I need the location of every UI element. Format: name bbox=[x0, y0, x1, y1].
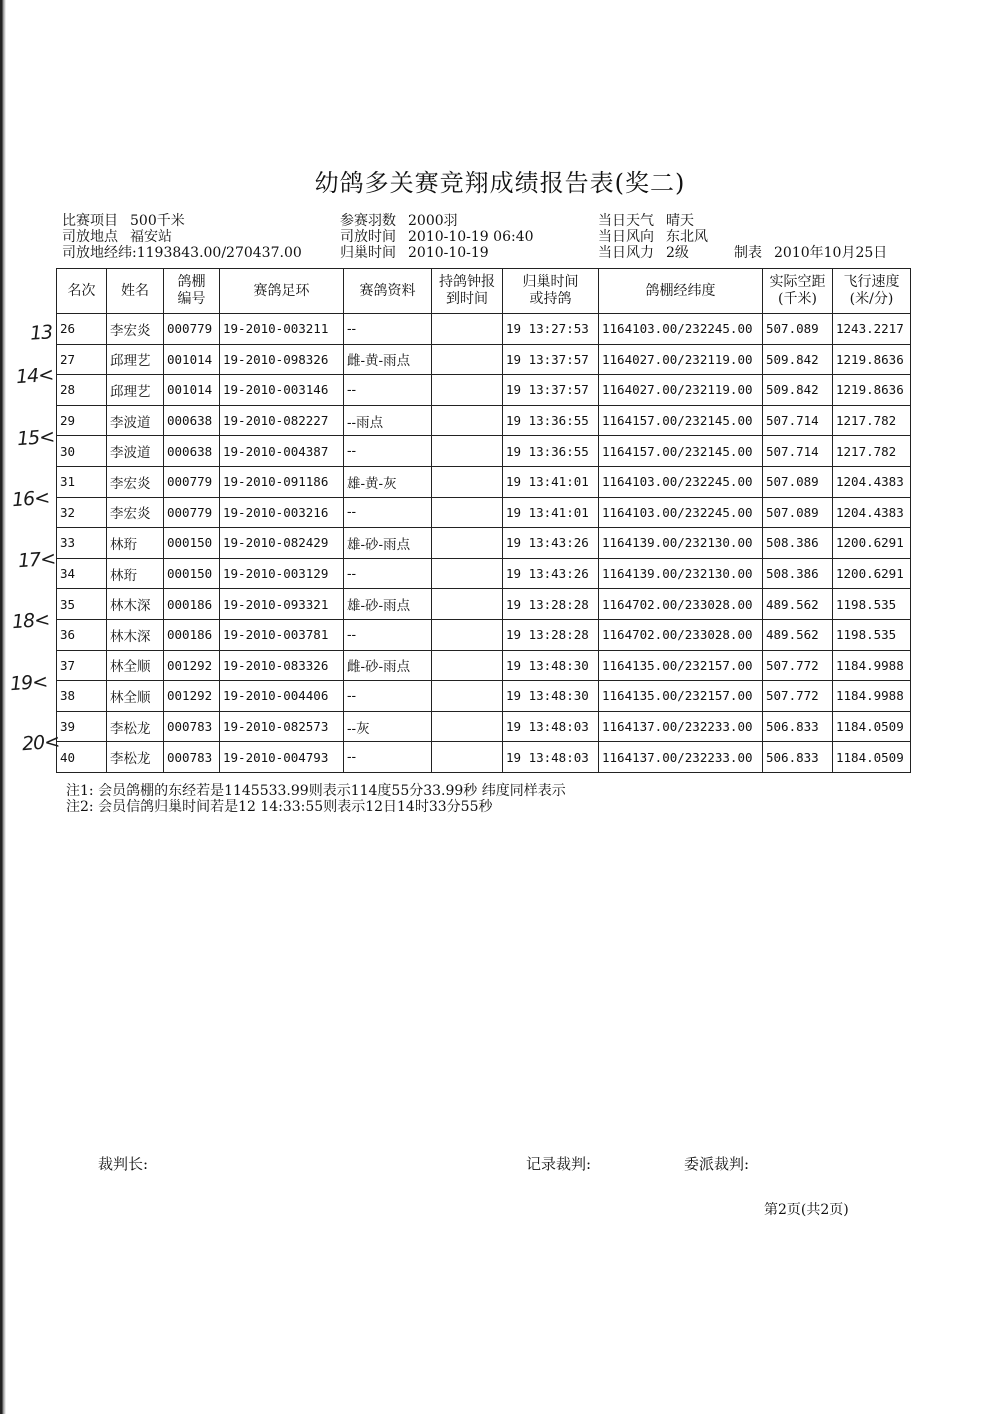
cell-loft: 000779 bbox=[164, 466, 220, 497]
meta-release-time bbox=[340, 229, 534, 245]
cell-clock bbox=[432, 711, 503, 742]
cell-info: -- bbox=[344, 497, 432, 528]
cell-speed: 1184.9988 bbox=[833, 650, 911, 681]
cell-coord: 1164135.00/232157.00 bbox=[599, 650, 763, 681]
cell-loft: 000783 bbox=[164, 742, 220, 773]
cell-arrival: 19 13:28:28 bbox=[503, 619, 599, 650]
cell-coord: 1164027.00/232119.00 bbox=[599, 375, 763, 406]
handwritten-mark-number: 15 bbox=[16, 426, 40, 451]
cell-arrival: 19 13:48:30 bbox=[503, 681, 599, 712]
results-table bbox=[56, 268, 911, 773]
header-loft bbox=[164, 269, 220, 314]
cell-info: -- bbox=[344, 681, 432, 712]
cell-arrival: 19 13:43:26 bbox=[503, 528, 599, 559]
cell-speed: 1219.8636 bbox=[833, 344, 911, 375]
cell-clock bbox=[432, 681, 503, 712]
cell-coord: 1164702.00/233028.00 bbox=[599, 619, 763, 650]
table-header-row bbox=[57, 269, 911, 314]
cell-info: 雌-黄-雨点 bbox=[344, 344, 432, 375]
cell-info: 雄-砂-雨点 bbox=[344, 528, 432, 559]
cell-name: 林木深 bbox=[107, 619, 164, 650]
cell-name: 李波道 bbox=[107, 405, 164, 436]
header-name: 姓名 bbox=[107, 269, 164, 314]
meta-release-coord-value: 1193843.00/270437.00 bbox=[136, 245, 302, 261]
meta-entries bbox=[340, 213, 458, 229]
signature-chief: 裁判长: bbox=[98, 1155, 149, 1173]
meta-wind-force bbox=[598, 245, 689, 261]
cell-rank: 30 bbox=[57, 436, 107, 467]
cell-loft: 000783 bbox=[164, 711, 220, 742]
cell-ring: 19-2010-082429 bbox=[220, 528, 344, 559]
cell-coord: 1164103.00/232245.00 bbox=[599, 497, 763, 528]
cell-ring: 19-2010-082573 bbox=[220, 711, 344, 742]
meta-event-label: 比赛项目 bbox=[62, 213, 118, 229]
cell-coord: 1164139.00/232130.00 bbox=[599, 528, 763, 559]
cell-arrival: 19 13:28:28 bbox=[503, 589, 599, 620]
cell-ring: 19-2010-083326 bbox=[220, 650, 344, 681]
cell-speed: 1200.6291 bbox=[833, 528, 911, 559]
cell-info: --雨点 bbox=[344, 405, 432, 436]
cell-arrival: 19 13:41:01 bbox=[503, 497, 599, 528]
table-row bbox=[57, 375, 911, 406]
cell-name: 邱理艺 bbox=[107, 375, 164, 406]
cell-rank: 27 bbox=[57, 344, 107, 375]
table-row bbox=[57, 314, 911, 345]
header-clock-text: 持鸽钟报到时间 bbox=[438, 274, 495, 307]
scan-edge bbox=[0, 0, 6, 1414]
cell-ring: 19-2010-003781 bbox=[220, 619, 344, 650]
cell-distance: 507.089 bbox=[763, 497, 833, 528]
cell-rank: 38 bbox=[57, 681, 107, 712]
report-title: 幼鸽多关赛竞翔成绩报告表(奖二) bbox=[314, 169, 686, 197]
table-row bbox=[57, 558, 911, 589]
cell-ring: 19-2010-091186 bbox=[220, 466, 344, 497]
cell-rank: 35 bbox=[57, 589, 107, 620]
notes-block bbox=[66, 783, 566, 815]
cell-clock bbox=[432, 314, 503, 345]
cell-name: 林木深 bbox=[107, 589, 164, 620]
cell-name: 李松龙 bbox=[107, 711, 164, 742]
meta-prepared bbox=[734, 245, 887, 261]
handwritten-mark: 13 bbox=[29, 321, 53, 345]
meta-release-place-value: 福安站 bbox=[130, 229, 172, 245]
header-loft-text: 鸽棚编号 bbox=[177, 274, 206, 307]
cell-arrival: 19 13:37:57 bbox=[503, 375, 599, 406]
handwritten-mark-number: 20 bbox=[21, 731, 45, 756]
cell-clock bbox=[432, 650, 503, 681]
cell-name: 李松龙 bbox=[107, 742, 164, 773]
cell-loft: 000150 bbox=[164, 528, 220, 559]
cell-rank: 34 bbox=[57, 558, 107, 589]
cell-loft: 001014 bbox=[164, 344, 220, 375]
cell-coord: 1164103.00/232245.00 bbox=[599, 466, 763, 497]
cell-ring: 19-2010-004406 bbox=[220, 681, 344, 712]
signature-delegate: 委派裁判: bbox=[684, 1155, 750, 1173]
meta-release-coord bbox=[62, 245, 302, 261]
handwritten-mark: 14< bbox=[15, 363, 54, 389]
cell-rank: 28 bbox=[57, 375, 107, 406]
cell-loft: 001292 bbox=[164, 681, 220, 712]
cell-arrival: 19 13:48:03 bbox=[503, 742, 599, 773]
cell-info: -- bbox=[344, 436, 432, 467]
cell-arrival: 19 13:43:26 bbox=[503, 558, 599, 589]
table-row bbox=[57, 497, 911, 528]
header-distance bbox=[763, 269, 833, 314]
header-arrival bbox=[503, 269, 599, 314]
cell-loft: 000186 bbox=[164, 589, 220, 620]
table-row bbox=[57, 466, 911, 497]
meta-release-coord-label: 司放地经纬: bbox=[62, 245, 137, 261]
handwritten-mark: 15< bbox=[16, 425, 55, 451]
handwritten-mark: 18< bbox=[11, 608, 50, 634]
table-row bbox=[57, 405, 911, 436]
cell-clock bbox=[432, 436, 503, 467]
cell-coord: 1164139.00/232130.00 bbox=[599, 558, 763, 589]
cell-name: 林珩 bbox=[107, 558, 164, 589]
cell-distance: 489.562 bbox=[763, 619, 833, 650]
cell-info: --灰 bbox=[344, 711, 432, 742]
meta-prepared-label: 制表 bbox=[734, 245, 762, 261]
cell-rank: 33 bbox=[57, 528, 107, 559]
header-arrival-text: 归巢时间或持鸽 bbox=[522, 274, 579, 307]
cell-rank: 40 bbox=[57, 742, 107, 773]
cell-info: 雄-砂-雨点 bbox=[344, 589, 432, 620]
handwritten-mark: 17< bbox=[17, 547, 56, 573]
table-row bbox=[57, 589, 911, 620]
meta-release-place-label: 司放地点 bbox=[62, 229, 118, 245]
cell-distance: 507.089 bbox=[763, 314, 833, 345]
cell-clock bbox=[432, 466, 503, 497]
cell-distance: 506.833 bbox=[763, 711, 833, 742]
cell-name: 林全顺 bbox=[107, 650, 164, 681]
meta-wind-dir-label: 当日风向 bbox=[598, 229, 654, 245]
cell-loft: 000638 bbox=[164, 405, 220, 436]
cell-rank: 31 bbox=[57, 466, 107, 497]
cell-speed: 1184.9988 bbox=[833, 681, 911, 712]
meta-weather bbox=[598, 213, 694, 229]
cell-distance: 507.089 bbox=[763, 466, 833, 497]
cell-clock bbox=[432, 619, 503, 650]
header-ring: 赛鸽足环 bbox=[220, 269, 344, 314]
header-clock bbox=[432, 269, 503, 314]
cell-name: 邱理艺 bbox=[107, 344, 164, 375]
cell-speed: 1219.8636 bbox=[833, 375, 911, 406]
cell-loft: 001292 bbox=[164, 650, 220, 681]
cell-speed: 1217.782 bbox=[833, 405, 911, 436]
table-row bbox=[57, 344, 911, 375]
meta-prepared-value: 2010年10月25日 bbox=[774, 245, 888, 261]
header-coord: 鸽棚经纬度 bbox=[599, 269, 763, 314]
cell-distance: 507.772 bbox=[763, 650, 833, 681]
cell-loft: 000150 bbox=[164, 558, 220, 589]
cell-loft: 000638 bbox=[164, 436, 220, 467]
cell-speed: 1184.0509 bbox=[833, 742, 911, 773]
header-speed bbox=[833, 269, 911, 314]
cell-rank: 39 bbox=[57, 711, 107, 742]
cell-distance: 507.714 bbox=[763, 405, 833, 436]
cell-coord: 1164137.00/232233.00 bbox=[599, 742, 763, 773]
cell-speed: 1198.535 bbox=[833, 619, 911, 650]
cell-ring: 19-2010-098326 bbox=[220, 344, 344, 375]
cell-info: -- bbox=[344, 742, 432, 773]
cell-arrival: 19 13:27:53 bbox=[503, 314, 599, 345]
note-1: 注1: 会员鸽棚的东经若是1145533.99则表示114度55分33.99秒 纬度同样表示 bbox=[66, 783, 566, 799]
cell-info: -- bbox=[344, 375, 432, 406]
cell-ring: 19-2010-003146 bbox=[220, 375, 344, 406]
cell-info: -- bbox=[344, 558, 432, 589]
meta-weather-label: 当日天气 bbox=[598, 213, 654, 229]
handwritten-mark-number: 16 bbox=[11, 487, 35, 512]
cell-speed: 1198.535 bbox=[833, 589, 911, 620]
cell-coord: 1164027.00/232119.00 bbox=[599, 344, 763, 375]
cell-name: 林珩 bbox=[107, 528, 164, 559]
header-distance-text: 实际空距(千米) bbox=[769, 274, 826, 307]
page-number: 第2页(共2页) bbox=[764, 1202, 849, 1218]
cell-arrival: 19 13:48:03 bbox=[503, 711, 599, 742]
cell-arrival: 19 13:36:55 bbox=[503, 436, 599, 467]
cell-speed: 1200.6291 bbox=[833, 558, 911, 589]
meta-weather-value: 晴天 bbox=[666, 213, 694, 229]
cell-rank: 26 bbox=[57, 314, 107, 345]
cell-clock bbox=[432, 405, 503, 436]
cell-ring: 19-2010-004387 bbox=[220, 436, 344, 467]
handwritten-mark: 19< bbox=[9, 670, 48, 696]
cell-coord: 1164157.00/232145.00 bbox=[599, 405, 763, 436]
cell-ring: 19-2010-003211 bbox=[220, 314, 344, 345]
handwritten-mark-number: 14 bbox=[15, 364, 39, 389]
cell-clock bbox=[432, 589, 503, 620]
cell-distance: 508.386 bbox=[763, 528, 833, 559]
meta-wind-dir bbox=[598, 229, 708, 245]
meta-release-place bbox=[62, 229, 172, 245]
cell-ring: 19-2010-082227 bbox=[220, 405, 344, 436]
meta-entries-value: 2000羽 bbox=[408, 213, 458, 229]
meta-release-time-value: 2010-10-19 06:40 bbox=[408, 229, 534, 245]
cell-speed: 1217.782 bbox=[833, 436, 911, 467]
meta-release-time-label: 司放时间 bbox=[340, 229, 396, 245]
cell-name: 李宏炎 bbox=[107, 466, 164, 497]
meta-return-time-value: 2010-10-19 bbox=[408, 245, 489, 261]
handwritten-mark-number: 17 bbox=[17, 548, 41, 573]
cell-name: 李宏炎 bbox=[107, 314, 164, 345]
handwritten-mark: 16< bbox=[11, 486, 50, 512]
cell-loft: 000779 bbox=[164, 497, 220, 528]
cell-coord: 1164702.00/233028.00 bbox=[599, 589, 763, 620]
header-rank: 名次 bbox=[57, 269, 107, 314]
cell-speed: 1204.4383 bbox=[833, 466, 911, 497]
signature-recorder: 记录裁判: bbox=[526, 1155, 592, 1173]
cell-arrival: 19 13:48:30 bbox=[503, 650, 599, 681]
table-row bbox=[57, 436, 911, 467]
cell-rank: 29 bbox=[57, 405, 107, 436]
note-2: 注2: 会员信鸽归巢时间若是12 14:33:55则表示12日14时33分55秒 bbox=[66, 799, 493, 815]
table-row bbox=[57, 711, 911, 742]
cell-info: 雌-砂-雨点 bbox=[344, 650, 432, 681]
table-body bbox=[57, 314, 911, 773]
table-row bbox=[57, 650, 911, 681]
cell-distance: 507.714 bbox=[763, 436, 833, 467]
cell-ring: 19-2010-093321 bbox=[220, 589, 344, 620]
cell-loft: 000779 bbox=[164, 314, 220, 345]
cell-distance: 509.842 bbox=[763, 344, 833, 375]
cell-clock bbox=[432, 375, 503, 406]
cell-clock bbox=[432, 558, 503, 589]
cell-info: 雄-黄-灰 bbox=[344, 466, 432, 497]
cell-speed: 1184.0509 bbox=[833, 711, 911, 742]
cell-speed: 1243.2217 bbox=[833, 314, 911, 345]
cell-arrival: 19 13:41:01 bbox=[503, 466, 599, 497]
meta-return-time bbox=[340, 245, 489, 261]
cell-rank: 32 bbox=[57, 497, 107, 528]
cell-speed: 1204.4383 bbox=[833, 497, 911, 528]
meta-return-time-label: 归巢时间 bbox=[340, 245, 396, 261]
cell-name: 李宏炎 bbox=[107, 497, 164, 528]
cell-loft: 000186 bbox=[164, 619, 220, 650]
cell-ring: 19-2010-003216 bbox=[220, 497, 344, 528]
cell-info: -- bbox=[344, 619, 432, 650]
cell-name: 李波道 bbox=[107, 436, 164, 467]
cell-distance: 508.386 bbox=[763, 558, 833, 589]
meta-event-value: 500千米 bbox=[130, 213, 185, 229]
cell-clock bbox=[432, 344, 503, 375]
cell-rank: 36 bbox=[57, 619, 107, 650]
header-info: 赛鸽资料 bbox=[344, 269, 432, 314]
cell-distance: 489.562 bbox=[763, 589, 833, 620]
table-row bbox=[57, 742, 911, 773]
cell-coord: 1164137.00/232233.00 bbox=[599, 711, 763, 742]
table-row bbox=[57, 528, 911, 559]
cell-rank: 37 bbox=[57, 650, 107, 681]
cell-coord: 1164157.00/232145.00 bbox=[599, 436, 763, 467]
cell-arrival: 19 13:37:57 bbox=[503, 344, 599, 375]
handwritten-mark-number: 19 bbox=[9, 671, 33, 696]
cell-clock bbox=[432, 528, 503, 559]
table-row bbox=[57, 619, 911, 650]
cell-arrival: 19 13:36:55 bbox=[503, 405, 599, 436]
cell-info: -- bbox=[344, 314, 432, 345]
cell-distance: 507.772 bbox=[763, 681, 833, 712]
meta-entries-label: 参赛羽数 bbox=[340, 213, 396, 229]
header-speed-text: 飞行速度(米/分) bbox=[843, 274, 900, 307]
meta-wind-force-value: 2级 bbox=[666, 245, 689, 261]
cell-distance: 506.833 bbox=[763, 742, 833, 773]
meta-wind-force-label: 当日风力 bbox=[598, 245, 654, 261]
cell-ring: 19-2010-004793 bbox=[220, 742, 344, 773]
handwritten-mark: 20< bbox=[21, 730, 60, 756]
table-row bbox=[57, 681, 911, 712]
cell-coord: 1164135.00/232157.00 bbox=[599, 681, 763, 712]
cell-ring: 19-2010-003129 bbox=[220, 558, 344, 589]
cell-coord: 1164103.00/232245.00 bbox=[599, 314, 763, 345]
cell-name: 林全顺 bbox=[107, 681, 164, 712]
meta-wind-dir-value: 东北风 bbox=[666, 229, 708, 245]
meta-event bbox=[62, 213, 185, 229]
cell-clock bbox=[432, 742, 503, 773]
cell-distance: 509.842 bbox=[763, 375, 833, 406]
cell-loft: 001014 bbox=[164, 375, 220, 406]
handwritten-mark-number: 18 bbox=[11, 609, 35, 634]
cell-clock bbox=[432, 497, 503, 528]
